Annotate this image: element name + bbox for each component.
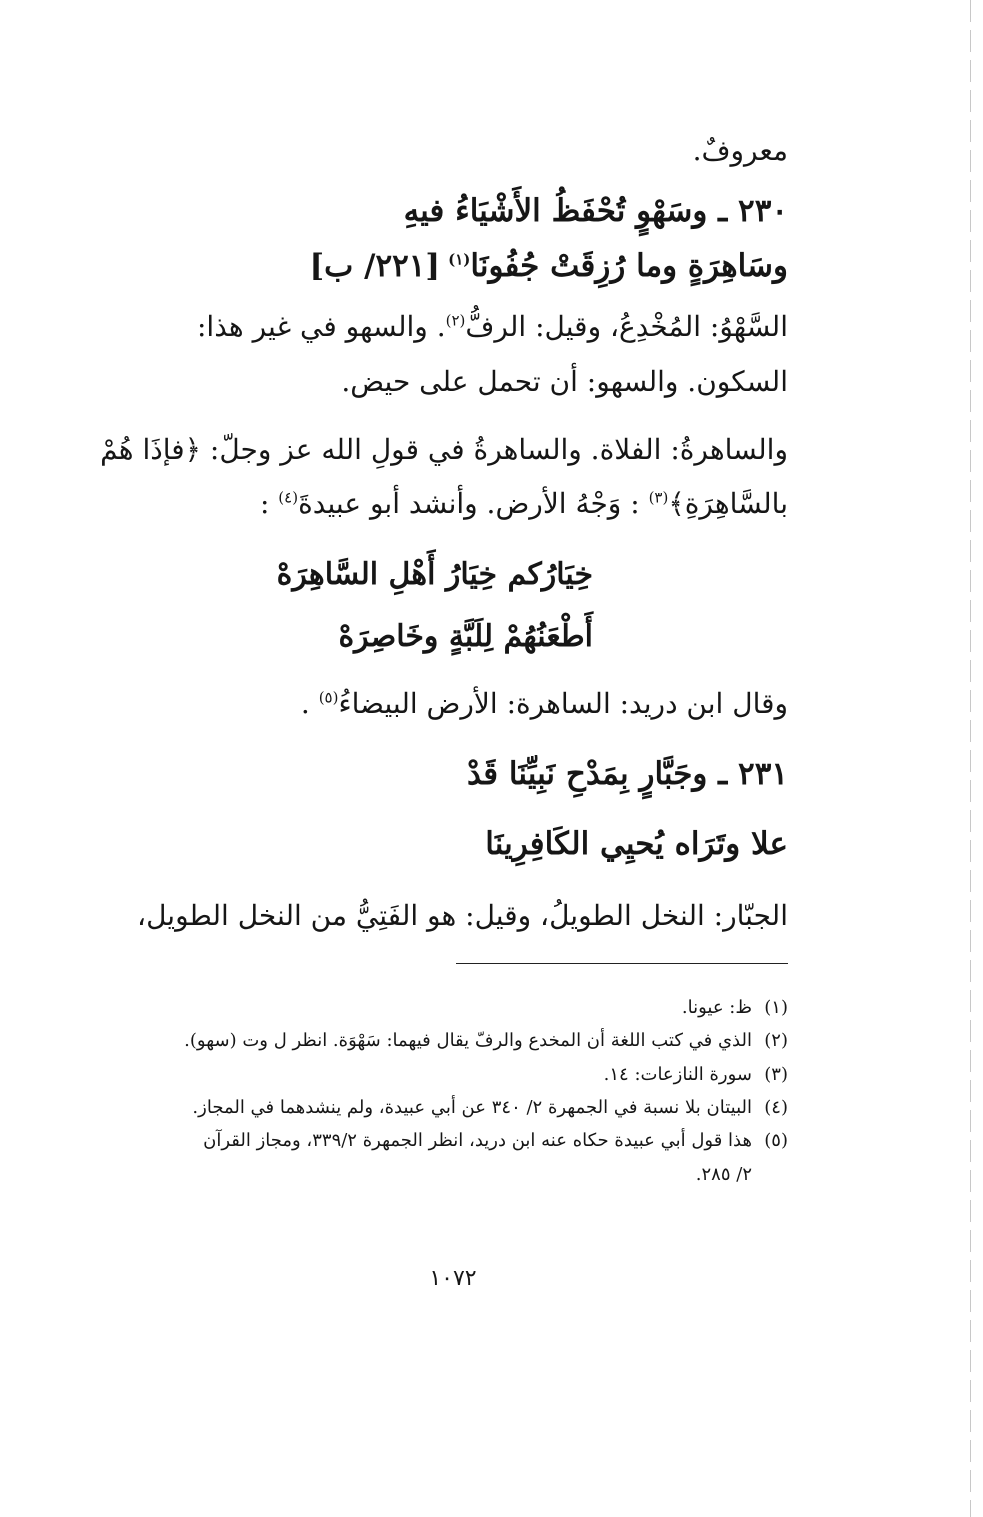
ibn-durayd-text: وقال ابن دريد: الساهرة: الأرض البيضاءُ: [338, 687, 788, 720]
footnote-1: [682, 994, 788, 1022]
footnote-number: (٣): [764, 1064, 788, 1085]
footnote-separator: [456, 963, 788, 964]
verse-230-line-2: [310, 244, 789, 288]
footnote-5: [203, 1127, 788, 1155]
poem-line-2: أَطْعَنُهُمْ لِلَبَّةٍ وخَاصِرَهْ: [338, 619, 593, 654]
footnote-5-continuation: [696, 1161, 788, 1189]
sahw-line-1: [197, 307, 788, 347]
ibn-durayd-line: [301, 684, 788, 724]
sahira-quran-text: بالسَّاهِرَةِ﴾: [668, 487, 788, 520]
footnote-ref-2: (٢): [445, 311, 466, 330]
text-line-1: معروفٌ.: [692, 134, 788, 167]
manuscript-folio-tag: [٢٢١/ ب]: [309, 248, 441, 284]
footnote-2: [184, 1027, 788, 1055]
footnote-number: (٥): [764, 1130, 788, 1151]
poem-line-1: خِيَارُكم خِيَارُ أَهْلِ السَّاهِرَهْ: [276, 557, 593, 592]
verse-231-line-1: ٢٣١ ـ وجَبَّارٍ بِمَدْحِ نَبِيِّنَا قَدْ: [467, 756, 788, 792]
sahw-text-a: السَّهْوُ: المُخْدِعُ، وقيل: الرفُّ: [465, 310, 788, 343]
footnote-number: (٢): [764, 1030, 788, 1051]
verse-230-line-1: ٢٣٠ ـ وسَهْوٍ تُحْفَظُ الأَشْيَاءُ فيهِ: [403, 193, 788, 229]
page-number: ١٠٧٢: [429, 1266, 477, 1291]
jabbar-line: الجبّار: النخل الطويلُ، وقيل: هو الفَتِيُّ من النخل الطويل،: [137, 899, 788, 932]
sahw-text-b: . والسهو في غير هذا:: [197, 310, 446, 343]
verse-230-text: وسَاهِرَةٍ وما رُزِقَتْ جُفُونَا: [470, 248, 788, 284]
sahira-text-c: :: [259, 487, 279, 520]
sahw-line-2: السكون. والسهو: أن تحمل على حيض.: [341, 365, 788, 398]
footnote-text: هذا قول أبي عبيدة حكاه عنه ابن دريد، انظر الجمهرة ٣٣٩/٢، ومجاز القرآن: [203, 1130, 752, 1151]
footnote-text: سورة النازعات: ١٤.: [603, 1064, 752, 1085]
sahira-line-1: والساهرةُ: الفلاة. والساهرةُ في قولِ الله عز وجلّ: ﴿فإذَا هُمْ: [100, 433, 788, 466]
footnote-text: ظ: عيونا.: [681, 997, 752, 1018]
footnote-text: البيتان بلا نسبة في الجمهرة ٢/ ٣٤٠ عن أبي عبيدة، ولم ينشدهما في المجاز.: [192, 1097, 752, 1118]
ibn-durayd-end: .: [300, 687, 319, 720]
footnote-4: [192, 1094, 788, 1122]
sahira-text-b: : وَجْهُ الأرض. وأنشد أبو عبيدةَ: [298, 487, 649, 520]
page-edge-line: [970, 0, 971, 1517]
footnote-text: الذي في كتب اللغة أن المخدع والرفّ يقال فيهما: سَهْوَة. انظر ل وت (سهو).: [184, 1030, 752, 1051]
footnote-3: [604, 1061, 788, 1089]
footnote-text: ٢/ ٢٨٥.: [695, 1164, 752, 1185]
footnote-ref-1: (١): [448, 250, 471, 269]
footnote-ref-5: (٥): [318, 688, 339, 707]
footnote-ref-4: (٤): [278, 488, 299, 507]
verse-231-line-2: علا وتَرَاه يُحيِي الكَافِرِينَا: [485, 826, 788, 862]
footnote-number: (٤): [764, 1097, 788, 1118]
footnote-ref-3: (٣): [648, 488, 669, 507]
footnote-number: (١): [764, 997, 788, 1018]
sahira-line-2: [260, 484, 788, 524]
